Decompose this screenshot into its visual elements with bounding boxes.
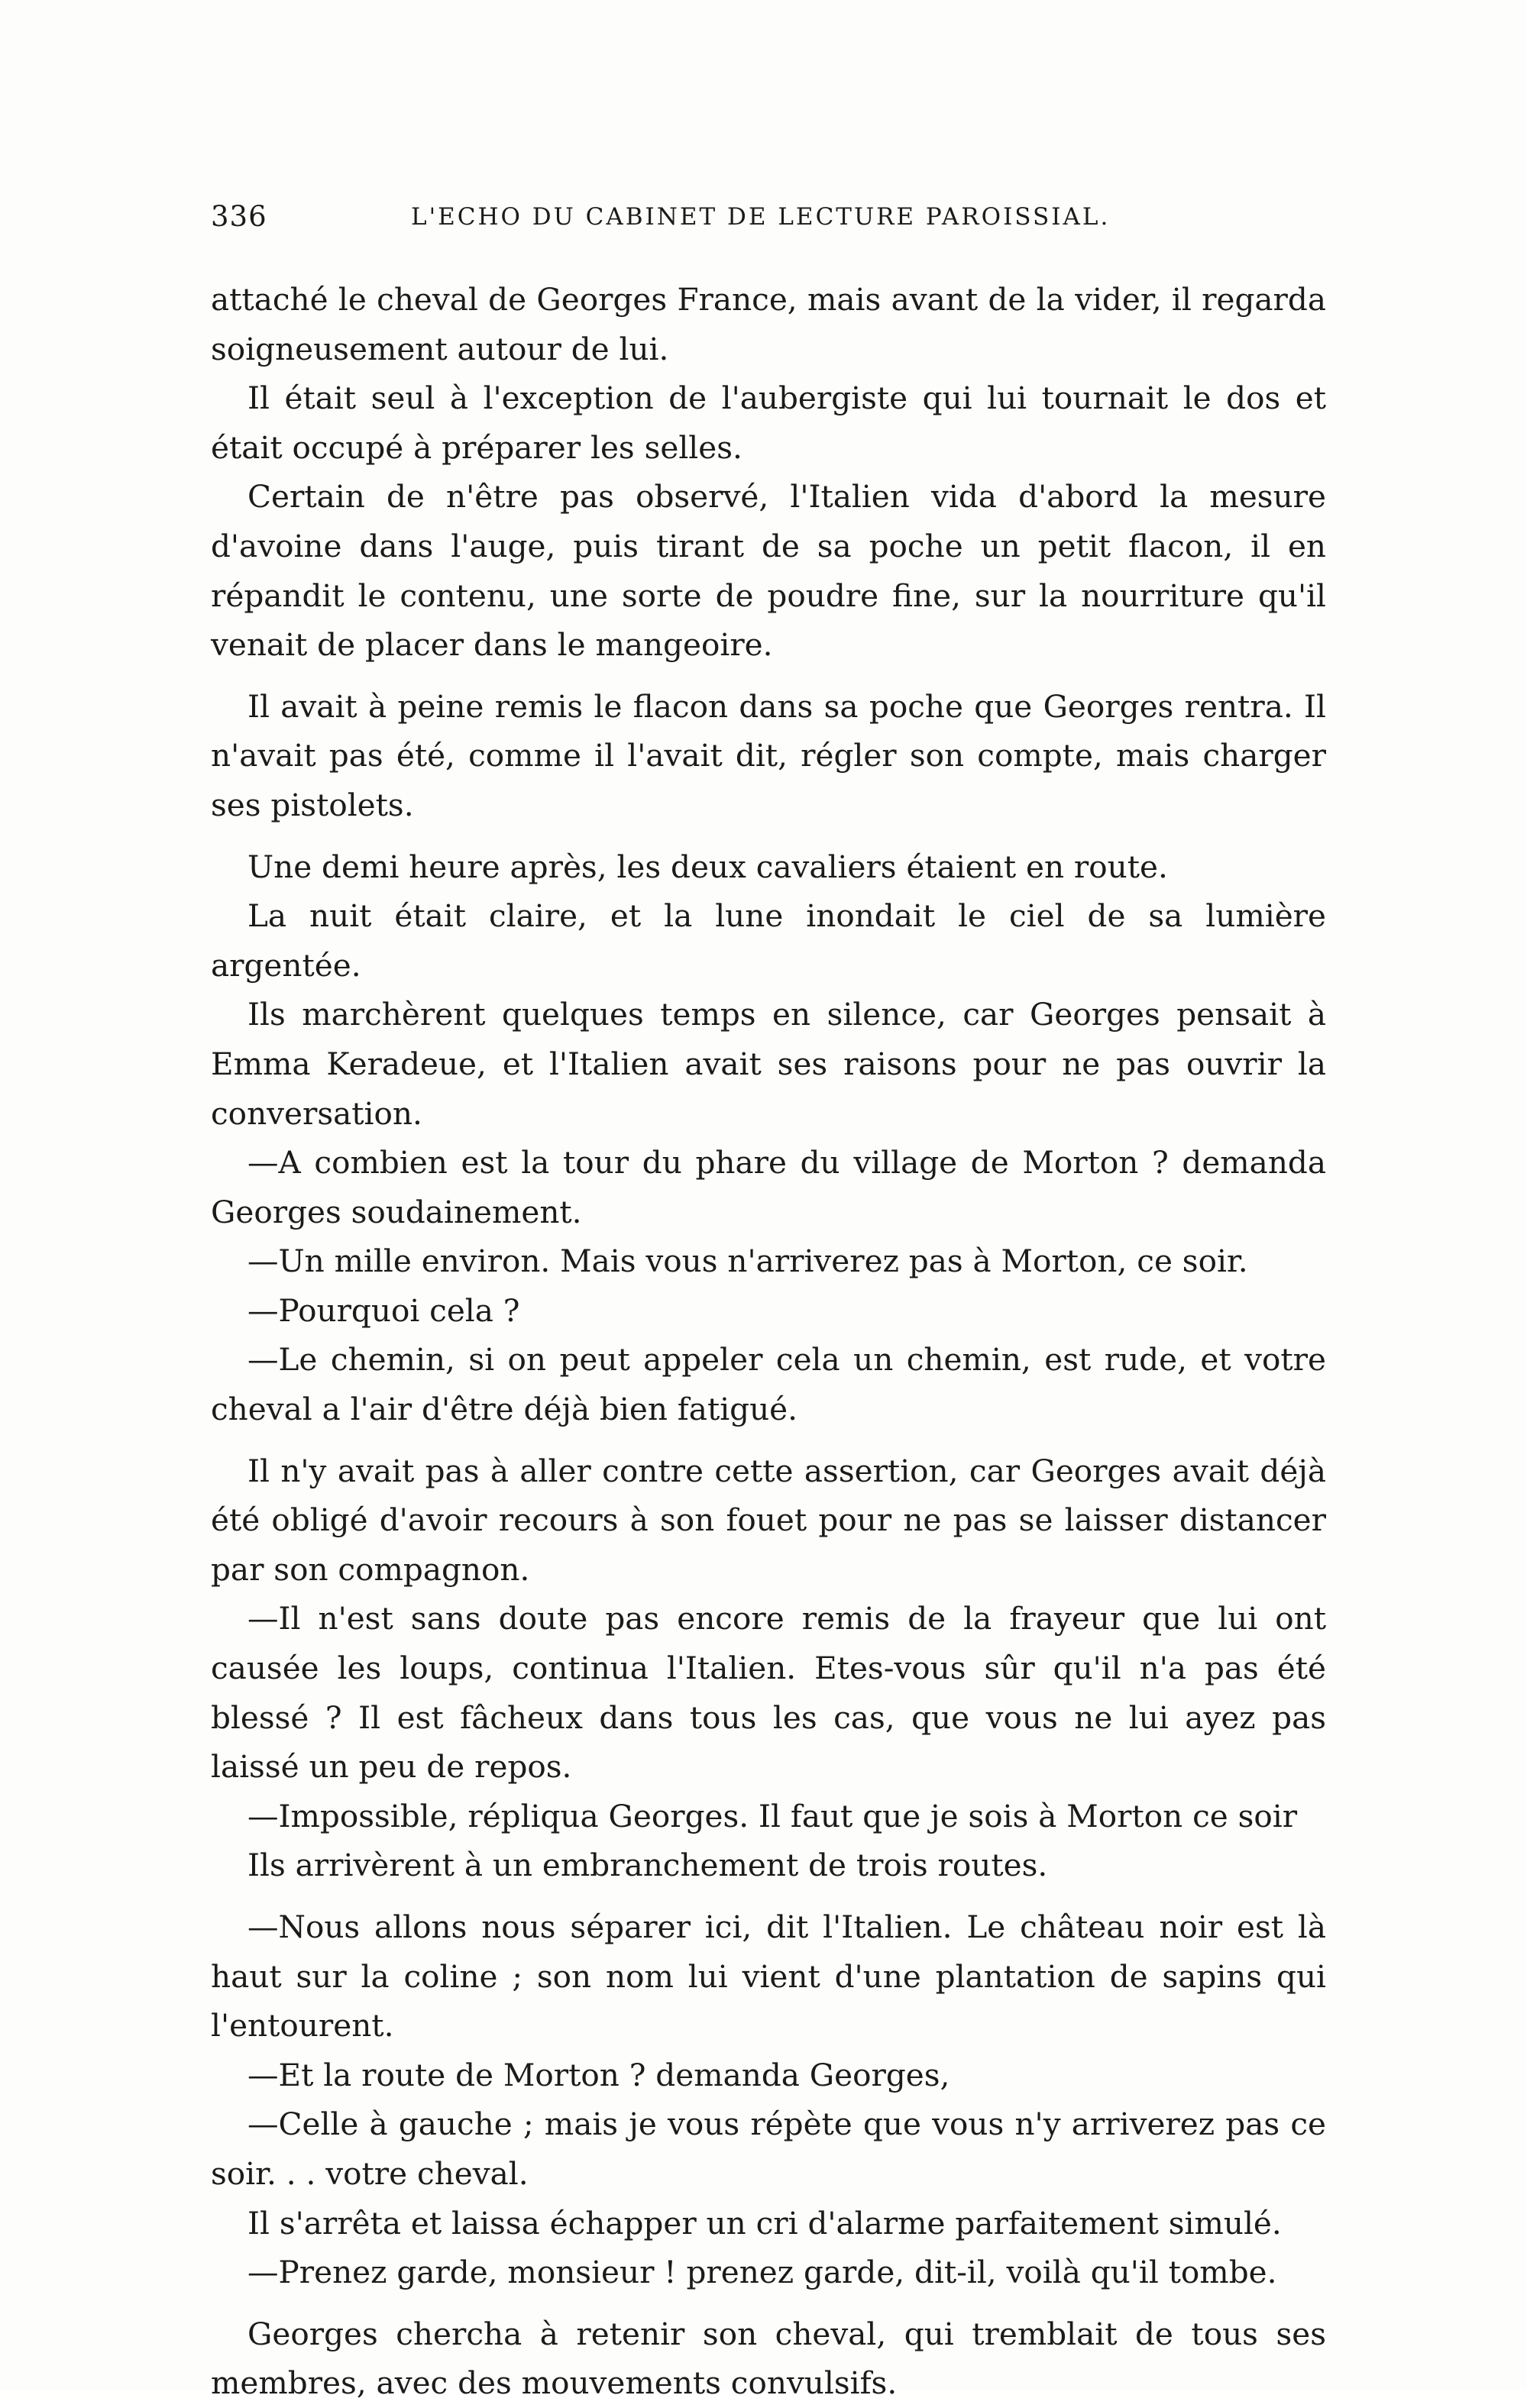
dialogue-paragraph: —Il n'est sans doute pas encore remis de la frayeur que lui ont causée les loups, continua l'Italien. Etes-vous sûr qu'il n'a pas été blessé ? Il est fâcheux dans tous les cas, que vous ne lui ayez pas laissé un peu de repos.	[211, 1600, 1326, 1786]
dialogue-paragraph: —Pourquoi cela ?	[247, 1291, 520, 1329]
paragraph: Certain de n'être pas observé, l'Italien vida d'abord la mesure d'avoine dans l'auge, puis tirant de sa poche un petit flacon, il en répandit le contenu, une sorte de poudre fine, sur la nourriture qu'il venait de placer dans le mangeoire.	[211, 478, 1326, 664]
paragraph: Il s'arrêta et laissa échapper un cri d'alarme parfaitement simulé.	[247, 2204, 1282, 2242]
paragraph-continuation: attaché le cheval de Georges France, mais avant de la vider, il regarda soigneusement autour de lui.	[211, 281, 1326, 367]
dialogue-paragraph: —Impossible, répliqua Georges. Il faut que je sois à Morton ce soir	[247, 1797, 1298, 1834]
page-number: 336	[211, 200, 267, 233]
paragraph: Il n'y avait pas à aller contre cette assertion, car Georges avait déjà été obligé d'avoir recours à son fouet pour ne pas se laisser distancer par son compagnon.	[211, 1452, 1326, 1588]
body-text	[211, 275, 1326, 2408]
paragraph: Il était seul à l'exception de l'aubergiste qui lui tournait le dos et était occupé à préparer les selles.	[211, 380, 1326, 466]
running-title: L'ECHO DU CABINET DE LECTURE PAROISSIAL.	[411, 203, 1111, 231]
dialogue-paragraph: —Celle à gauche ; mais je vous répète que vous n'y arriverez pas ce soir. . . votre cheval.	[211, 2106, 1326, 2192]
page-header	[211, 200, 1341, 246]
paragraph: Georges chercha à retenir son cheval, qui tremblait de tous ses membres, avec des mouvements convulsifs.	[211, 2315, 1326, 2402]
paragraph: Une demi heure après, les deux cavaliers étaient en route.	[247, 848, 1168, 885]
paragraph: Ils marchèrent quelques temps en silence, car Georges pensait à Emma Keradeue, et l'Italien avait ses raisons pour ne pas ouvrir la conversation.	[211, 996, 1326, 1132]
dialogue-paragraph: —Le chemin, si on peut appeler cela un chemin, est rude, et votre cheval a l'air d'être déjà bien fatigué.	[211, 1341, 1326, 1428]
dialogue-paragraph: —A combien est la tour du phare du village de Morton ? demanda Georges soudainement.	[211, 1144, 1326, 1230]
paragraph: Ils arrivèrent à un embranchement de trois routes.	[247, 1847, 1048, 1884]
paragraph: La nuit était claire, et la lune inondait le ciel de sa lumière argentée.	[211, 897, 1326, 984]
dialogue-paragraph: —Nous allons nous séparer ici, dit l'Italien. Le château noir est là haut sur la coline ; son nom lui vient d'une plantation de sapins qui l'entourent.	[211, 1909, 1326, 2044]
dialogue-paragraph: —Et la route de Morton ? demanda Georges,	[247, 2056, 950, 2093]
dialogue-paragraph: —Un mille environ. Mais vous n'arriverez pas à Morton, ce soir.	[247, 1243, 1248, 1280]
dialogue-paragraph: —Prenez garde, monsieur ! prenez garde, dit-il, voilà qu'il tombe.	[247, 2254, 1277, 2291]
paragraph: Il avait à peine remis le flacon dans sa poche que Georges rentra. Il n'avait pas été, comme il l'avait dit, régler son compte, mais charger ses pistolets.	[211, 687, 1326, 823]
